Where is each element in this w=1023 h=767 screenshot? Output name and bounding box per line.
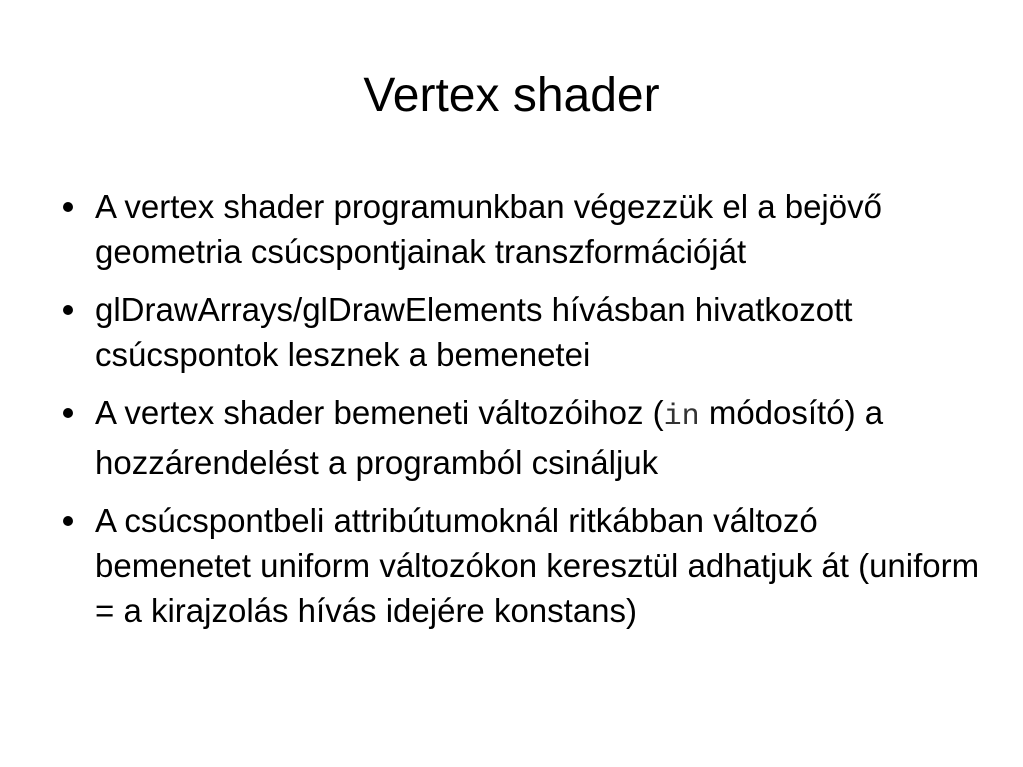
bullet-dot-icon: [63, 305, 73, 315]
bullet-text-before: A vertex shader bemeneti változóihoz (: [95, 394, 664, 431]
code-keyword: in: [663, 400, 700, 434]
bullet-item: [60, 498, 980, 633]
bullet-item: [60, 287, 980, 377]
bullet-dot-icon: [63, 516, 73, 526]
bullet-text: A csúcspontbeli attribútumoknál ritkábban változó bemenetet uniform változókon keresztül adhatjuk át (uniform = a kirajzolás hívás idejére konstans): [95, 502, 980, 629]
bullet-dot-icon: [63, 202, 73, 212]
bullet-text-after: módosító) a hozzárendelést a programból csináljuk: [95, 394, 884, 481]
bullet-dot-icon: [63, 408, 73, 418]
bullet-text: A vertex shader programunkban végezzük el a bejövő geometria csúcspontjainak transzformációját: [95, 188, 882, 270]
bullet-list: [60, 184, 980, 646]
bullet-item: [60, 184, 980, 274]
bullet-text: glDrawArrays/glDrawElements hívásban hivatkozott csúcspontok lesznek a bemenetei: [95, 291, 853, 373]
slide-title: Vertex shader: [363, 69, 660, 122]
bullet-item: [60, 390, 980, 485]
